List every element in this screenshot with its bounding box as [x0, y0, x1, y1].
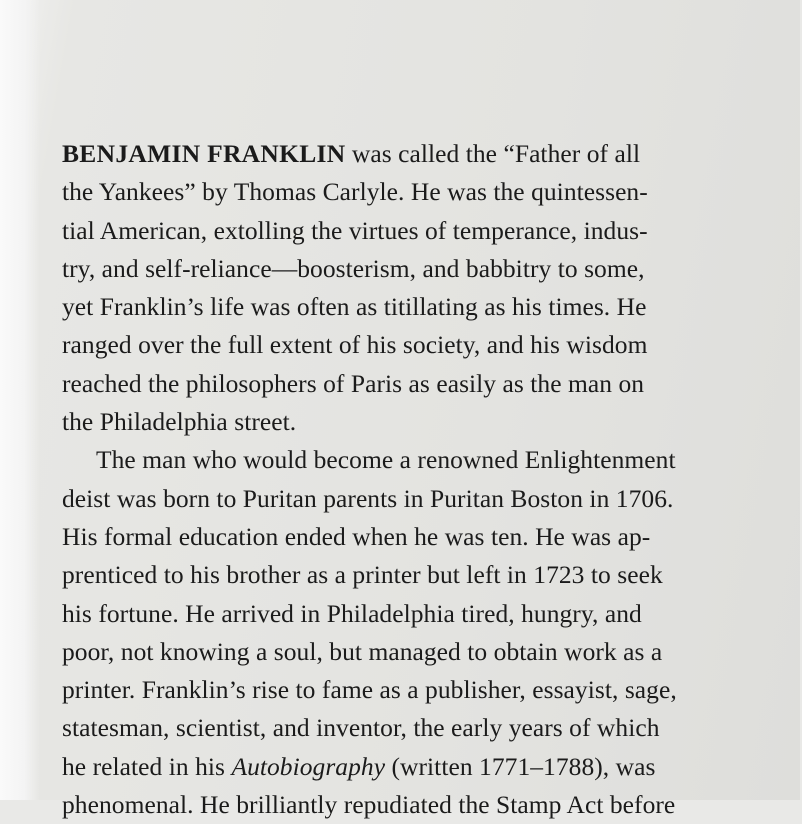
- text-line: poor, not knowing a soul, but managed to obtain work as a: [62, 636, 663, 666]
- text-line: the Yankees” by Thomas Carlyle. He was the quintessen-: [62, 177, 648, 207]
- text-line: reached the philosophers of Paris as easily as the man on: [62, 368, 645, 398]
- text-line: statesman, scientist, and inventor, the early years of which: [62, 713, 660, 743]
- text-line: [62, 748, 802, 786]
- page-binding-edge: [0, 0, 40, 800]
- text-line: printer. Franklin’s rise to fame as a publisher, essayist, sage,: [62, 675, 677, 705]
- line-text: was called the “Father of all: [345, 139, 641, 168]
- lead-in-name: BENJAMIN FRANKLIN: [62, 139, 346, 168]
- text-line: the Philadelphia street.: [62, 407, 297, 437]
- text-line: [62, 135, 802, 173]
- book-title-autobiography: Autobiography: [231, 751, 386, 781]
- text-line: deist was born to Puritan parents in Puritan Boston in 1706.: [62, 483, 674, 513]
- text-line: yet Franklin’s life was often as titillating as his times. He: [62, 292, 647, 322]
- body-text: [62, 135, 802, 824]
- text-line: try, and self-reliance—boosterism, and babbitry to some,: [62, 253, 645, 283]
- line-text: he related in his: [62, 751, 232, 781]
- line-text: (written 1771–1788), was: [385, 751, 656, 781]
- text-line: tial American, extolling the virtues of temperance, indus-: [62, 215, 648, 245]
- text-line-cut-off: phenomenal. He brilliantly repudiated the Stamp Act before: [62, 790, 676, 820]
- text-line: prenticed to his brother as a printer but left in 1723 to seek: [62, 560, 663, 590]
- paragraph-start-line: The man who would become a renowned Enlightenment: [96, 445, 676, 475]
- text-line: His formal education ended when he was ten. He was ap-: [62, 521, 651, 551]
- text-line: his fortune. He arrived in Philadelphia tired, hungry, and: [62, 598, 642, 628]
- text-line: ranged over the full extent of his society, and his wisdom: [62, 330, 648, 360]
